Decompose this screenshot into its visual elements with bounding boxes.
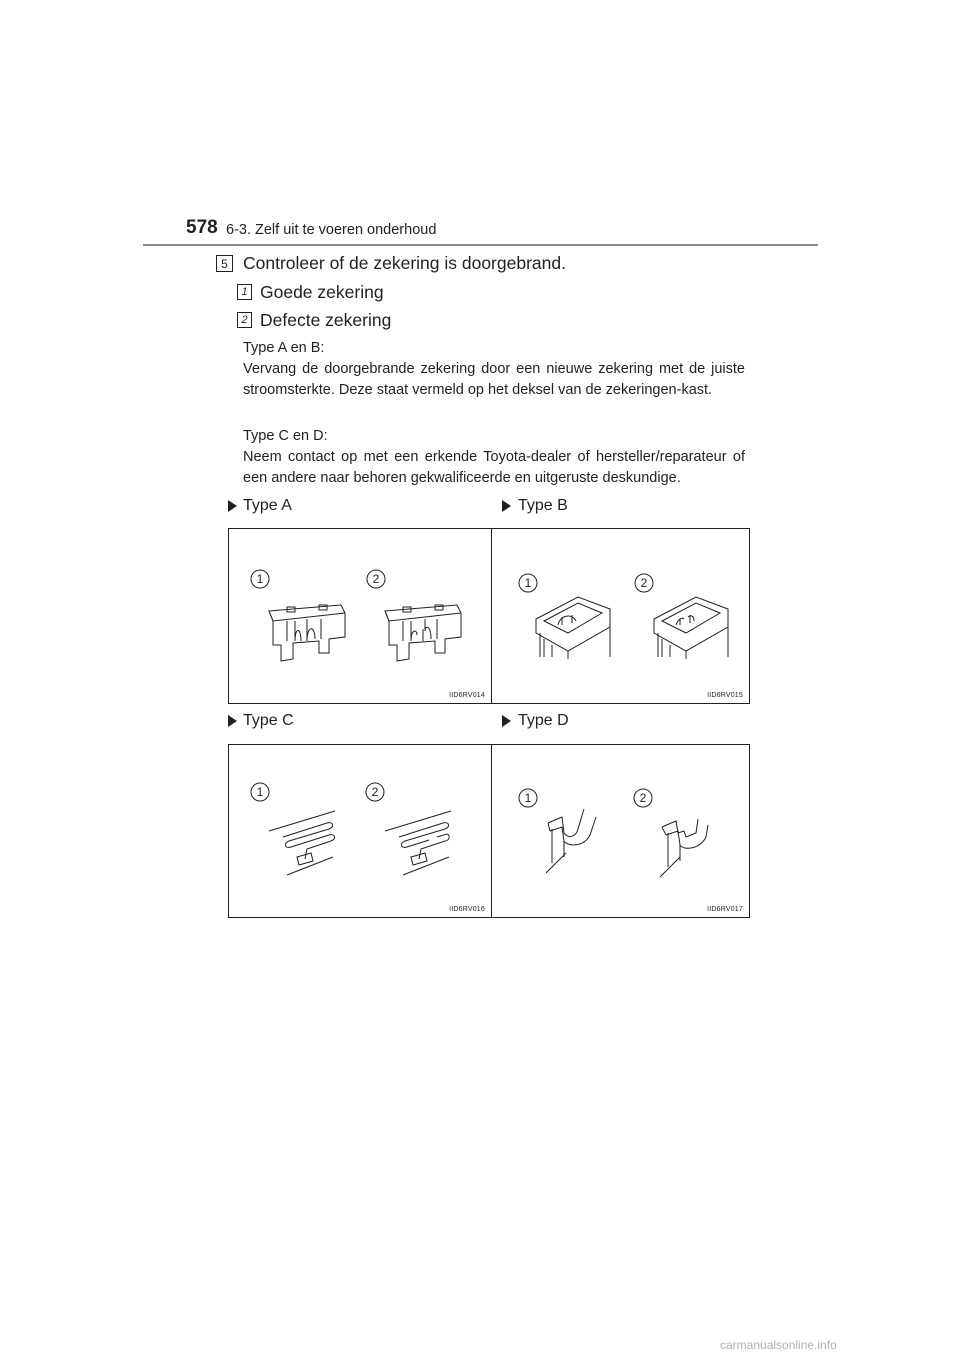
figure-type-d [491,744,750,918]
item-number-badge: 1 [237,284,252,300]
type-ab-text: Vervang de doorgebrande zekering door een nieuwe zekering met de juiste stroomsterkte. Deze staat vermeld op het deksel van de zekeringen-kast. [243,361,745,398]
figure-label-type-d: Type D [518,712,569,729]
type-ab-title: Type A en B: [243,340,325,356]
bullet-triangle-icon [502,500,511,512]
step-number-badge: 5 [216,255,233,272]
item-blown-fuse: Defecte zekering [260,310,392,330]
bullet-triangle-icon [502,715,511,727]
type-cd-instructions [243,426,745,489]
type-ab-instructions [243,338,745,401]
header-rule [143,244,818,246]
item-number-badge: 2 [237,312,252,328]
bullet-triangle-icon [228,500,237,512]
strip-fuse-illustration [229,745,493,919]
bolt-fuse-illustration [492,745,751,919]
figure-code: IID6RV017 [707,906,743,913]
cartridge-fuse-illustration [492,529,751,705]
figure-type-a [228,528,492,704]
callout-2: 2 [639,791,647,805]
figure-code: IID6RV015 [707,692,743,699]
figure-label-type-c: Type C [243,712,294,729]
callout-2: 2 [372,572,380,586]
figure-code: IID6RV014 [449,692,485,699]
figure-label-type-a: Type A [243,497,292,514]
step-instruction: Controleer of de zekering is doorgebrand. [243,253,566,273]
figure-label-type-b: Type B [518,497,568,514]
figure-type-c [228,744,492,918]
type-cd-text: Neem contact op met een erkende Toyota-dealer of hersteller/reparateur of een andere naar behoren gekwalificeerde en uitgeruste deskundige. [243,449,745,486]
callout-1: 1 [256,572,264,586]
callout-1: 1 [524,791,532,805]
page-number: 578 [186,217,218,238]
callout-2: 2 [640,576,648,590]
figure-type-b [491,528,750,704]
callout-1: 1 [524,576,532,590]
figure-code: IID6RV016 [449,906,485,913]
callout-1: 1 [256,785,264,799]
section-title: 6-3. Zelf uit te voeren onderhoud [226,222,437,238]
item-good-fuse: Goede zekering [260,282,384,302]
watermark: carmanualsonline.info [720,1338,837,1352]
blade-fuse-illustration [229,529,493,705]
bullet-triangle-icon [228,715,237,727]
callout-2: 2 [371,785,379,799]
type-cd-title: Type C en D: [243,428,328,444]
